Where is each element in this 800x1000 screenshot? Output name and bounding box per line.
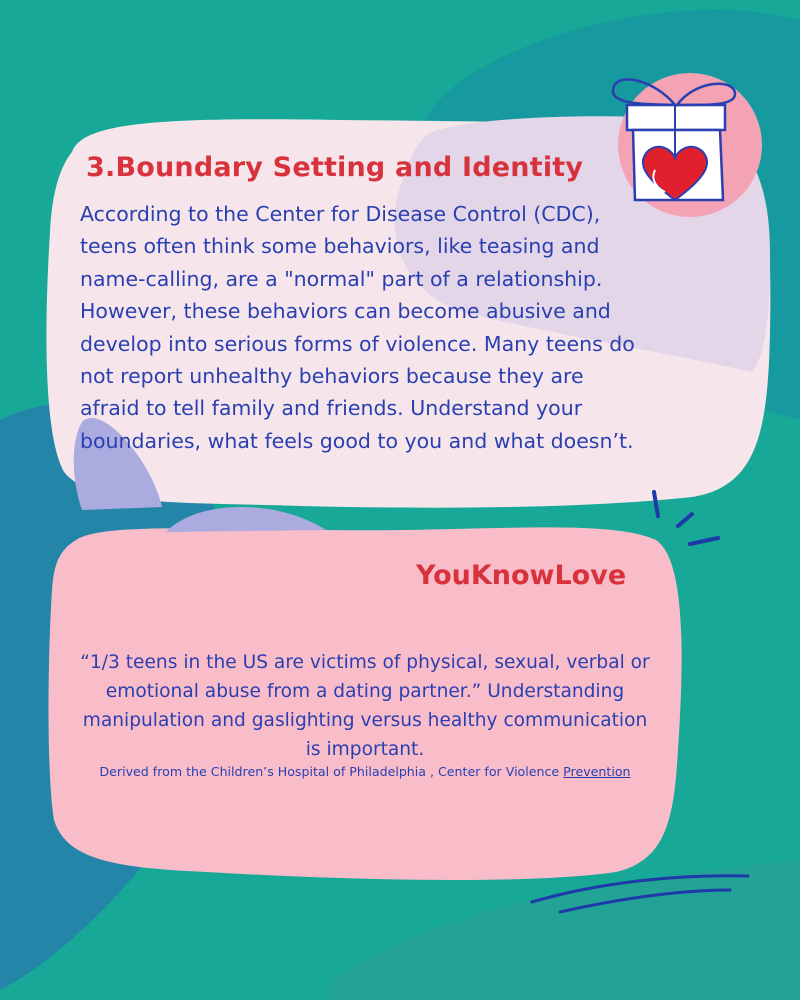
source-prefix: Derived from the Children’s Hospital of Philadelphia , Center for Violence [99, 764, 564, 779]
source-citation [50, 764, 680, 779]
decorative-swoosh-icon [520, 860, 760, 920]
quote-line: “1/3 teens in the US are victims of physical, sexual, verbal or [80, 652, 650, 673]
body-line: teens often think some behaviors, like teasing and [80, 234, 600, 259]
quote-line: manipulation and gaslighting versus healthy communication [82, 710, 648, 731]
body-line: name-calling, are a "normal" part of a relationship. [80, 266, 603, 291]
decorative-dashes-icon [640, 488, 730, 558]
body-line: afraid to tell family and friends. Understand your [80, 396, 583, 421]
body-line: According to the Center for Disease Control (CDC), [80, 202, 601, 226]
body-line: However, these behaviors can become abusive and [80, 299, 611, 324]
brand-name: YouKnowLove [416, 560, 627, 591]
quote-line: emotional abuse from a dating partner.” Understanding [105, 681, 625, 702]
source-link[interactable]: Prevention [563, 764, 631, 779]
body-line: boundaries, what feels good to you and what doesn’t. [80, 428, 634, 453]
quote-text [50, 648, 680, 764]
quote-line: is important. [305, 739, 425, 760]
gift-box-heart-icon [575, 60, 770, 220]
body-line: not report unhealthy behaviors because they are [80, 364, 584, 389]
section-body [80, 198, 720, 457]
section-title: 3.Boundary Setting and Identity [86, 152, 584, 183]
body-line: develop into serious forms of violence. Many teens do [80, 331, 635, 356]
